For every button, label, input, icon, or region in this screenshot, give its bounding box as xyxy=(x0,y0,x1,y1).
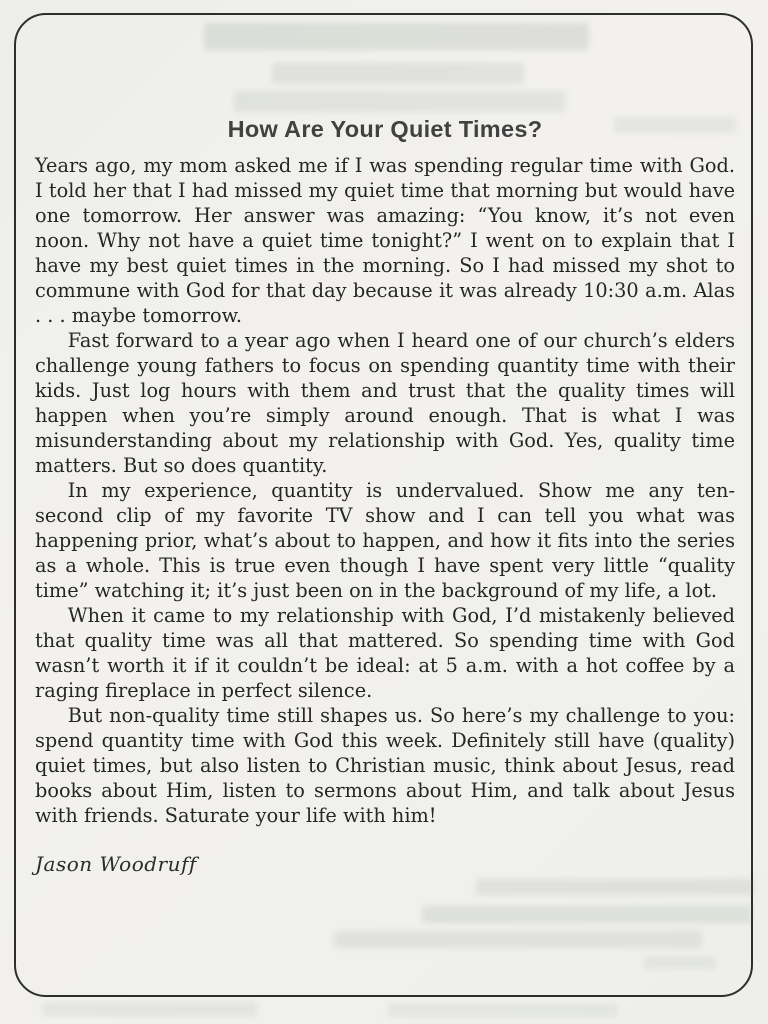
bleed-through-below-frame-right xyxy=(388,1004,618,1017)
article-title: How Are Your Quiet Times? xyxy=(227,116,543,142)
bleed-through-text-top-line3 xyxy=(234,91,566,112)
author-signature: Jason Woodruff xyxy=(35,852,197,876)
bleed-through-text-bottom-line3 xyxy=(334,931,702,948)
paragraph-5: But non-quality time still shapes us. So here’s my challenge to you: spend quantity time with God this week. Definitely still have (quality) quiet times, but also listen to Christian music, think about Jesus, read books about Him, listen to sermons about Him, and talk about Jesus with friends. Saturate your life with him! xyxy=(35,704,735,827)
paragraph-1: Years ago, my mom asked me if I was spending regular time with God. I told her that I had missed my quiet time that morning but would have one tomorrow. Her answer was amazing: “You know, it’s not even noon. Why not have a quiet time tonight?” I went on to explain that I have my best quiet times in the morning. So I had missed my shot to commune with God for that day because it was already 10:30 a.m. Alas . . . maybe tomorrow. xyxy=(35,154,735,327)
bleed-through-text-bottom-line2 xyxy=(422,906,752,923)
bleed-through-text-top-line4 xyxy=(614,117,736,133)
bleed-through-text-bottom-line4 xyxy=(644,957,716,969)
paragraph-2: Fast forward to a year ago when I heard one of our church’s elders challenge young fathers to focus on spending quantity time with their kids. Just log hours with them and trust that the quality times will happen when you’re simply around enough. That is what I was misunderstanding about my relationship with God. Yes, quality time matters. But so does quantity. xyxy=(35,329,735,477)
bleed-through-text-top-line1 xyxy=(204,23,589,50)
article-body xyxy=(35,153,735,828)
bleed-through-below-frame-left xyxy=(42,1002,257,1016)
bleed-through-text-bottom-line1 xyxy=(476,879,754,895)
paragraph-3: In my experience, quantity is undervalued. Show me any ten-second clip of my favorite TV show and I can tell you what was happening prior, what’s about to happen, and how it fits into the series as a whole. This is true even though I have spent very little “quality time” watching it; it’s just been on in the background of my life, a lot. xyxy=(35,479,735,602)
page-border-frame xyxy=(14,13,753,997)
paragraph-4: When it came to my relationship with God, I’d mistakenly believed that quality time was all that mattered. So spending time with God wasn’t worth it if it couldn’t be ideal: at 5 a.m. with a hot coffee by a raging fireplace in perfect silence. xyxy=(35,604,735,702)
bleed-through-text-top-line2 xyxy=(272,63,524,84)
